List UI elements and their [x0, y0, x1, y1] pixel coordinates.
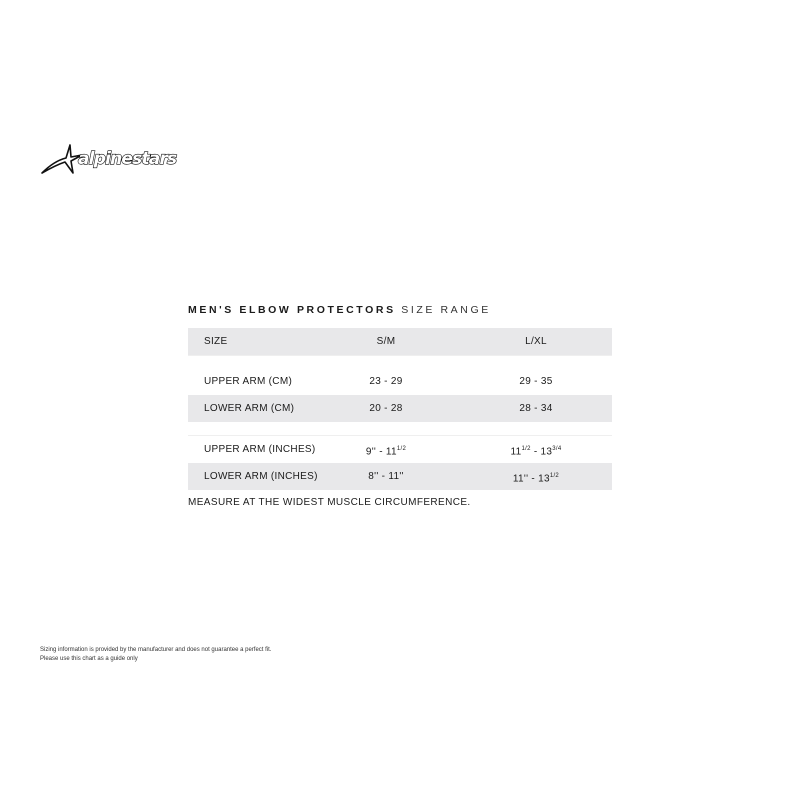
row-label: UPPER ARM (INCHES) — [204, 444, 316, 455]
measure-note: MEASURE AT THE WIDEST MUSCLE CIRCUMFERENCE. — [188, 497, 471, 508]
row-spacer — [188, 355, 612, 368]
table-row — [188, 463, 612, 490]
row-spacer — [188, 422, 612, 436]
alpinestars-logo — [40, 143, 180, 177]
row-sm-value: 23 - 29 — [369, 376, 403, 387]
table-row — [188, 368, 612, 395]
disclaimer — [40, 646, 271, 663]
title-subtitle: SIZE RANGE — [401, 304, 491, 316]
row-lxl-value: 28 - 34 — [519, 403, 553, 414]
table-row — [188, 436, 612, 463]
row-lxl-value: 29 - 35 — [519, 376, 553, 387]
disclaimer-line: Sizing information is provided by the manufacturer and does not guarantee a perfect fit. — [40, 647, 272, 653]
title-product: MEN'S ELBOW PROTECTORS — [188, 304, 396, 316]
header-size: SIZE — [204, 336, 228, 347]
table-row — [188, 395, 612, 422]
row-label: UPPER ARM (CM) — [204, 376, 293, 387]
header-sm: S/M — [376, 336, 396, 347]
row-sm-value: 20 - 28 — [369, 403, 403, 414]
table-header-row — [188, 328, 612, 355]
brand-wordmark: alpinestars — [78, 149, 177, 169]
row-lxl-value: $11'' - 13^{1/2}$ — [512, 473, 560, 485]
size-table — [188, 328, 612, 490]
row-label: LOWER ARM (INCHES) — [204, 471, 318, 482]
row-label: LOWER ARM (CM) — [204, 403, 295, 414]
row-sm-value: 8'' - 11'' — [368, 471, 404, 482]
header-lxl: L/XL — [525, 336, 547, 347]
row-lxl-value: $11^{1/2} - 13^{3/4}$ — [510, 446, 562, 458]
disclaimer-line: Please use this chart as a guide only — [40, 655, 138, 662]
row-sm-value: $9'' - 11^{1/2}$ — [365, 446, 407, 458]
page-title — [188, 304, 491, 316]
